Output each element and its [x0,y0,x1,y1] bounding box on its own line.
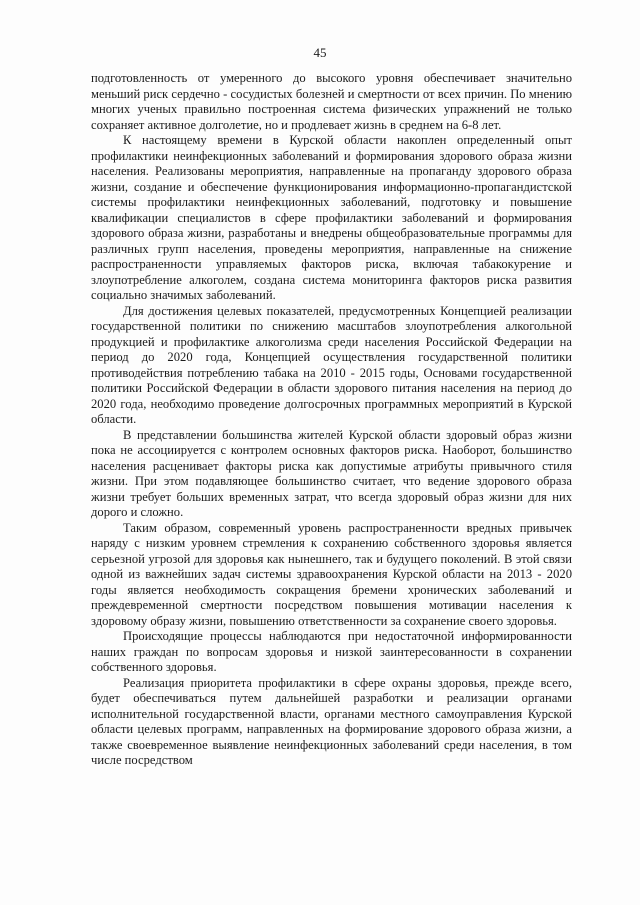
paragraph: Реализация приоритета профилактики в сфере охраны здоровья, прежде всего, будет обеспечиваться путем дальнейшей разработки и реализации органами исполнительной государственной власти, органами местного самоуправления Курской области целевых программ, направленных на формирование здорового образа жизни, а также своевременное выявление неинфекционных заболеваний среди населения, в том числе посредством [91,675,572,767]
body-text [91,71,572,769]
paragraph: В представлении большинства жителей Курской области здоровый образ жизни пока не ассоциируется с контролем основных факторов риска. Наоборот, большинство населения расценивает факторы риска как допустимые атрибуты привычного стиля жизни. При этом подавляющее большинство считает, что ведение здорового образа жизни требует больших временных затрат, что всегда здоровый образ жизни для них дорого и сложно. [91,427,572,519]
paragraph: К настоящему времени в Курской области накоплен определенный опыт профилактики неинфекционных заболеваний и формирования здорового образа жизни населения. Реализованы мероприятия, направленные на пропаганду здорового образа жизни, создание и обеспечение функционирования информационно-пропагандистской системы профилактики неинфекционных заболеваний, подготовку и повышение квалификации специалистов в сфере профилактики заболеваний и формирования здорового образа жизни, разработаны и внедрены общеобразовательные программы для различных групп населения, проведены мероприятия, направленные на снижение распространенности управляемых факторов риска, включая табакокурение и злоупотребление алкоголем, создана система мониторинга факторов риска развития социально значимых заболеваний. [91,133,572,302]
paragraph: Таким образом, современный уровень распространенности вредных привычек наряду с низким уровнем стремления к сохранению собственного здоровья является серьезной угрозой для здоровья как нынешнего, так и будущего поколений. В этой связи одной из важнейших задач системы здравоохранения Курской области на 2013 - 2020 годы является необходимость сокращения бремени хронических заболеваний и преждевременной смертности посредством повышения мотивации населения к здоровому образу жизни, повышению ответственности за сохранение своего здоровья. [91,520,572,628]
paragraph: подготовленность от умеренного до высокого уровня обеспечивает значительно меньший риск сердечно - сосудистых болезней и смертности от всех причин. По мнению многих ученых правильно построенная система физических упражнений не только сохраняет активное долголетие, но и продлевает жизнь в среднем на 6-8 лет. [91,71,572,132]
paragraph: Происходящие процессы наблюдаются при недостаточной информированности наших граждан по вопросам здоровья и низкой заинтересованности в сохранении собственного здоровья. [91,629,572,674]
paragraph: Для достижения целевых показателей, предусмотренных Концепцией реализации государственной политики по снижению масштабов злоупотребления алкогольной продукцией и профилактике алкоголизма среди населения Российской Федерации на период до 2020 года, Концепцией осуществления государственной политики противодействия потреблению табака на 2010 - 2015 годы, Основами государственной политики Российской Федерации в области здорового питания населения на период до 2020 года, необходимо проведение долгосрочных программных мероприятий в Курской области. [91,303,572,426]
page-number: 45 [313,45,327,60]
